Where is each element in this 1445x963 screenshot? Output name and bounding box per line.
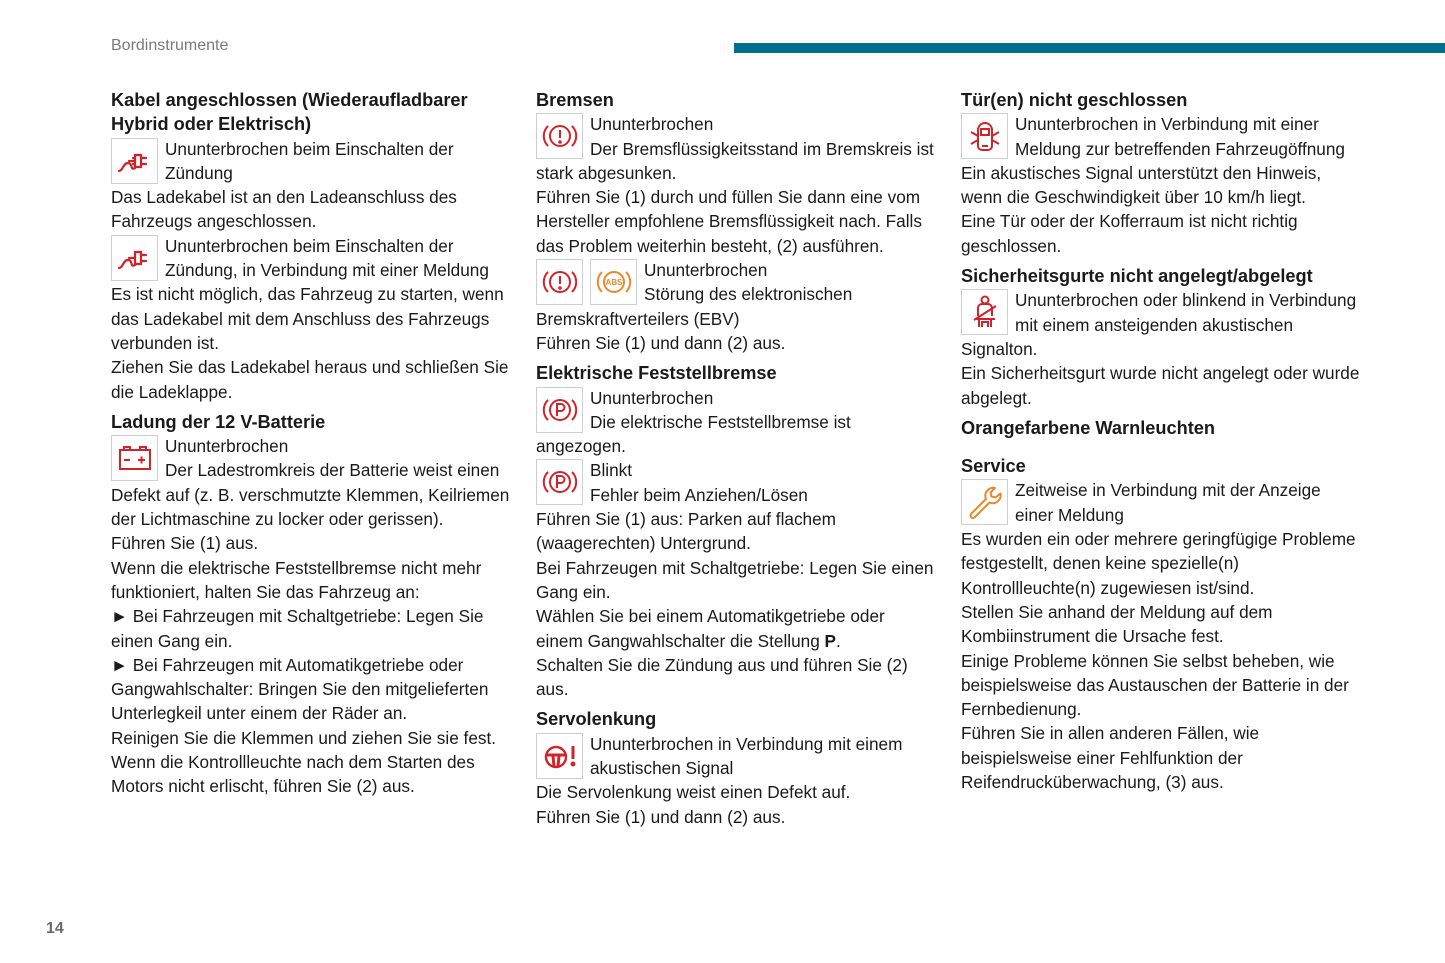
seatbelt-icon — [961, 289, 1008, 335]
description: Ziehen Sie das Ladekabel heraus und schließen Sie die Ladeklappe. — [111, 357, 509, 402]
indicator-state: Ununterbrochen beim Einschalten der Zündung — [165, 138, 454, 183]
description: Es ist nicht möglich, das Fahrzeug zu starten, wenn das Ladekabel mit dem Anschluss des Fahrzeugs verbunden ist. — [111, 284, 504, 353]
description: Führen Sie in allen anderen Fällen, wie beispielsweise einer Fehlfunktion der Reifendrucküberwachung, (3) aus. — [961, 723, 1260, 793]
section-cable-connected — [111, 88, 511, 404]
gear-position-p: P — [824, 630, 837, 651]
brake-warning-icon — [536, 259, 583, 305]
indicator-state: Ununterbrochen — [644, 260, 768, 281]
bullet-item: ► Bei Fahrzeugen mit Automatikgetriebe oder Gangwahlschalter: Bringen Sie den mitgelieferten Unterlegkeil unter einem der Räder an. — [111, 653, 511, 726]
description: Führen Sie (1) aus. — [111, 533, 259, 554]
warning-entry — [536, 112, 936, 185]
column-1 — [111, 88, 511, 799]
section-title: Servolenkung — [536, 709, 657, 730]
warning-entry — [111, 137, 511, 186]
header-accent-bar — [734, 43, 1445, 53]
warning-entry — [961, 288, 1361, 361]
description: Schalten Sie die Zündung aus und führen Sie (2) aus. — [536, 654, 908, 700]
section-title: Orangefarbene Warnleuchten — [961, 417, 1216, 438]
abs-icon — [590, 259, 637, 305]
section-title: Service — [961, 456, 1026, 477]
section-brakes — [536, 88, 936, 355]
indicator-state: Zeitweise in Verbindung mit der Anzeige einer Meldung — [1015, 480, 1321, 525]
parking-brake-icon — [536, 459, 583, 505]
column-2 — [536, 88, 936, 829]
indicator-state: Ununterbrochen beim Einschalten der Zündung, in Verbindung mit einer Meldung — [165, 235, 489, 281]
page-number: 14 — [46, 920, 64, 937]
section-title: Kabel angeschlossen (Wiederaufladbarer Hybrid oder Elektrisch) — [111, 90, 468, 135]
text-part: . — [836, 630, 841, 651]
indicator-state: Ununterbrochen — [590, 387, 714, 408]
description: Bei Fahrzeugen mit Schaltgetriebe: Legen Sie einen Gang ein. — [536, 557, 934, 602]
section-12v-battery — [111, 410, 511, 799]
plug-icon — [111, 235, 158, 281]
warning-entry — [536, 732, 936, 781]
section-title: Ladung der 12 V-Batterie — [111, 411, 326, 432]
description: Eine Tür oder der Kofferraum ist nicht richtig geschlossen. — [961, 211, 1298, 256]
bullet-item: ► Bei Fahrzeugen mit Schaltgetriebe: Legen Sie einen Gang ein. — [111, 604, 511, 653]
indicator-state: Blinkt — [590, 460, 633, 481]
description: Führen Sie (1) und dann (2) aus. — [536, 332, 786, 353]
battery-icon — [111, 435, 158, 481]
description: Einige Probleme können Sie selbst beheben, wie beispielsweise das Austauschen der Batterie in der Fernbedienung. — [961, 650, 1349, 720]
chapter-title: Bordinstrumente — [111, 37, 229, 54]
description: Es wurden ein oder mehrere geringfügige Probleme festgestellt, denen keine spezielle(n) Kontrollleuchte(n) zugewiesen ist/sind. — [961, 529, 1356, 598]
indicator-detail: Störung des elektronischen Bremskraftverteilers (EBV) — [536, 284, 853, 329]
wrench-icon — [961, 479, 1008, 525]
warning-entry — [961, 478, 1361, 527]
description: Das Ladekabel ist an den Ladeanschluss des Fahrzeugs angeschlossen. — [111, 187, 457, 232]
description: Ein akustisches Signal unterstützt den Hinweis, wenn die Geschwindigkeit über 10 km/h liegt. — [961, 162, 1322, 208]
section-orange-warning-lights — [961, 416, 1361, 440]
warning-entry — [536, 458, 936, 507]
indicator-state: Ununterbrochen — [590, 114, 714, 135]
indicator-state: Ununterbrochen oder blinkend in Verbindung mit einem ansteigenden akustischen Signalton. — [961, 290, 1357, 359]
warning-entry — [961, 112, 1361, 161]
description: Stellen Sie anhand der Meldung auf dem Kombiinstrument die Ursache fest. — [961, 601, 1273, 647]
section-parking-brake — [536, 361, 936, 701]
warning-entry — [111, 434, 511, 531]
description — [536, 604, 936, 653]
indicator-state: Ununterbrochen — [165, 436, 289, 457]
warning-entry — [111, 234, 511, 283]
warning-entry — [536, 258, 936, 331]
section-title: Bremsen — [536, 90, 614, 110]
svg-text:ABS: ABS — [605, 278, 622, 288]
description: Wenn die elektrische Feststellbremse nicht mehr funktioniert, halten Sie das Fahrzeug an: — [111, 557, 482, 602]
brake-warning-icon — [536, 113, 583, 159]
warning-entry — [536, 386, 936, 459]
indicator-detail: Fehler beim Anziehen/Lösen — [590, 484, 808, 505]
section-title: Elektrische Feststellbremse — [536, 363, 777, 384]
section-title: Sicherheitsgurte nicht angelegt/abgelegt — [961, 266, 1313, 287]
indicator-detail: Die elektrische Feststellbremse ist angezogen. — [536, 411, 851, 457]
indicator-detail: Der Bremsflüssigkeitsstand im Bremskreis ist stark abgesunken. — [536, 138, 934, 183]
section-seatbelts — [961, 264, 1361, 410]
description: Wenn die Kontrollleuchte nach dem Starten des Motors nicht erlischt, führen Sie (2) aus. — [111, 752, 475, 797]
column-3 — [961, 88, 1361, 794]
steering-warning-icon — [536, 733, 583, 779]
indicator-state: Ununterbrochen in Verbindung mit einem akustischen Signal — [590, 733, 903, 779]
section-power-steering — [536, 707, 936, 828]
section-doors-open — [961, 88, 1361, 258]
description: Führen Sie (1) aus: Parken auf flachem (waagerechten) Untergrund. — [536, 509, 836, 554]
description: Führen Sie (1) durch und füllen Sie dann eine vom Hersteller empfohlene Bremsflüssigkeit nach. Falls das Problem weiterhin besteht, (2) ausführen. — [536, 187, 922, 256]
description: Reinigen Sie die Klemmen und ziehen Sie sie fest. — [111, 727, 497, 748]
section-service — [961, 454, 1361, 794]
parking-brake-icon — [536, 387, 583, 433]
section-title: Tür(en) nicht geschlossen — [961, 90, 1188, 110]
indicator-state: Ununterbrochen in Verbindung mit einer Meldung zur betreffenden Fahrzeugöffnung — [1015, 114, 1345, 159]
plug-icon — [111, 138, 158, 184]
description: Ein Sicherheitsgurt wurde nicht angelegt oder wurde abgelegt. — [961, 363, 1360, 408]
description: Führen Sie (1) und dann (2) aus. — [536, 806, 786, 827]
door-open-icon — [961, 113, 1008, 159]
text-part: Wählen Sie bei einem Automatikgetriebe oder einem Gangwahlschalter die Stellung — [536, 606, 885, 651]
indicator-detail: Der Ladestromkreis der Batterie weist einen Defekt auf (z. B. verschmutzte Klemmen, Keilriemen der Lichtmaschine zu locker oder gerissen). — [111, 460, 510, 530]
description: Die Servolenkung weist einen Defekt auf. — [536, 782, 851, 803]
